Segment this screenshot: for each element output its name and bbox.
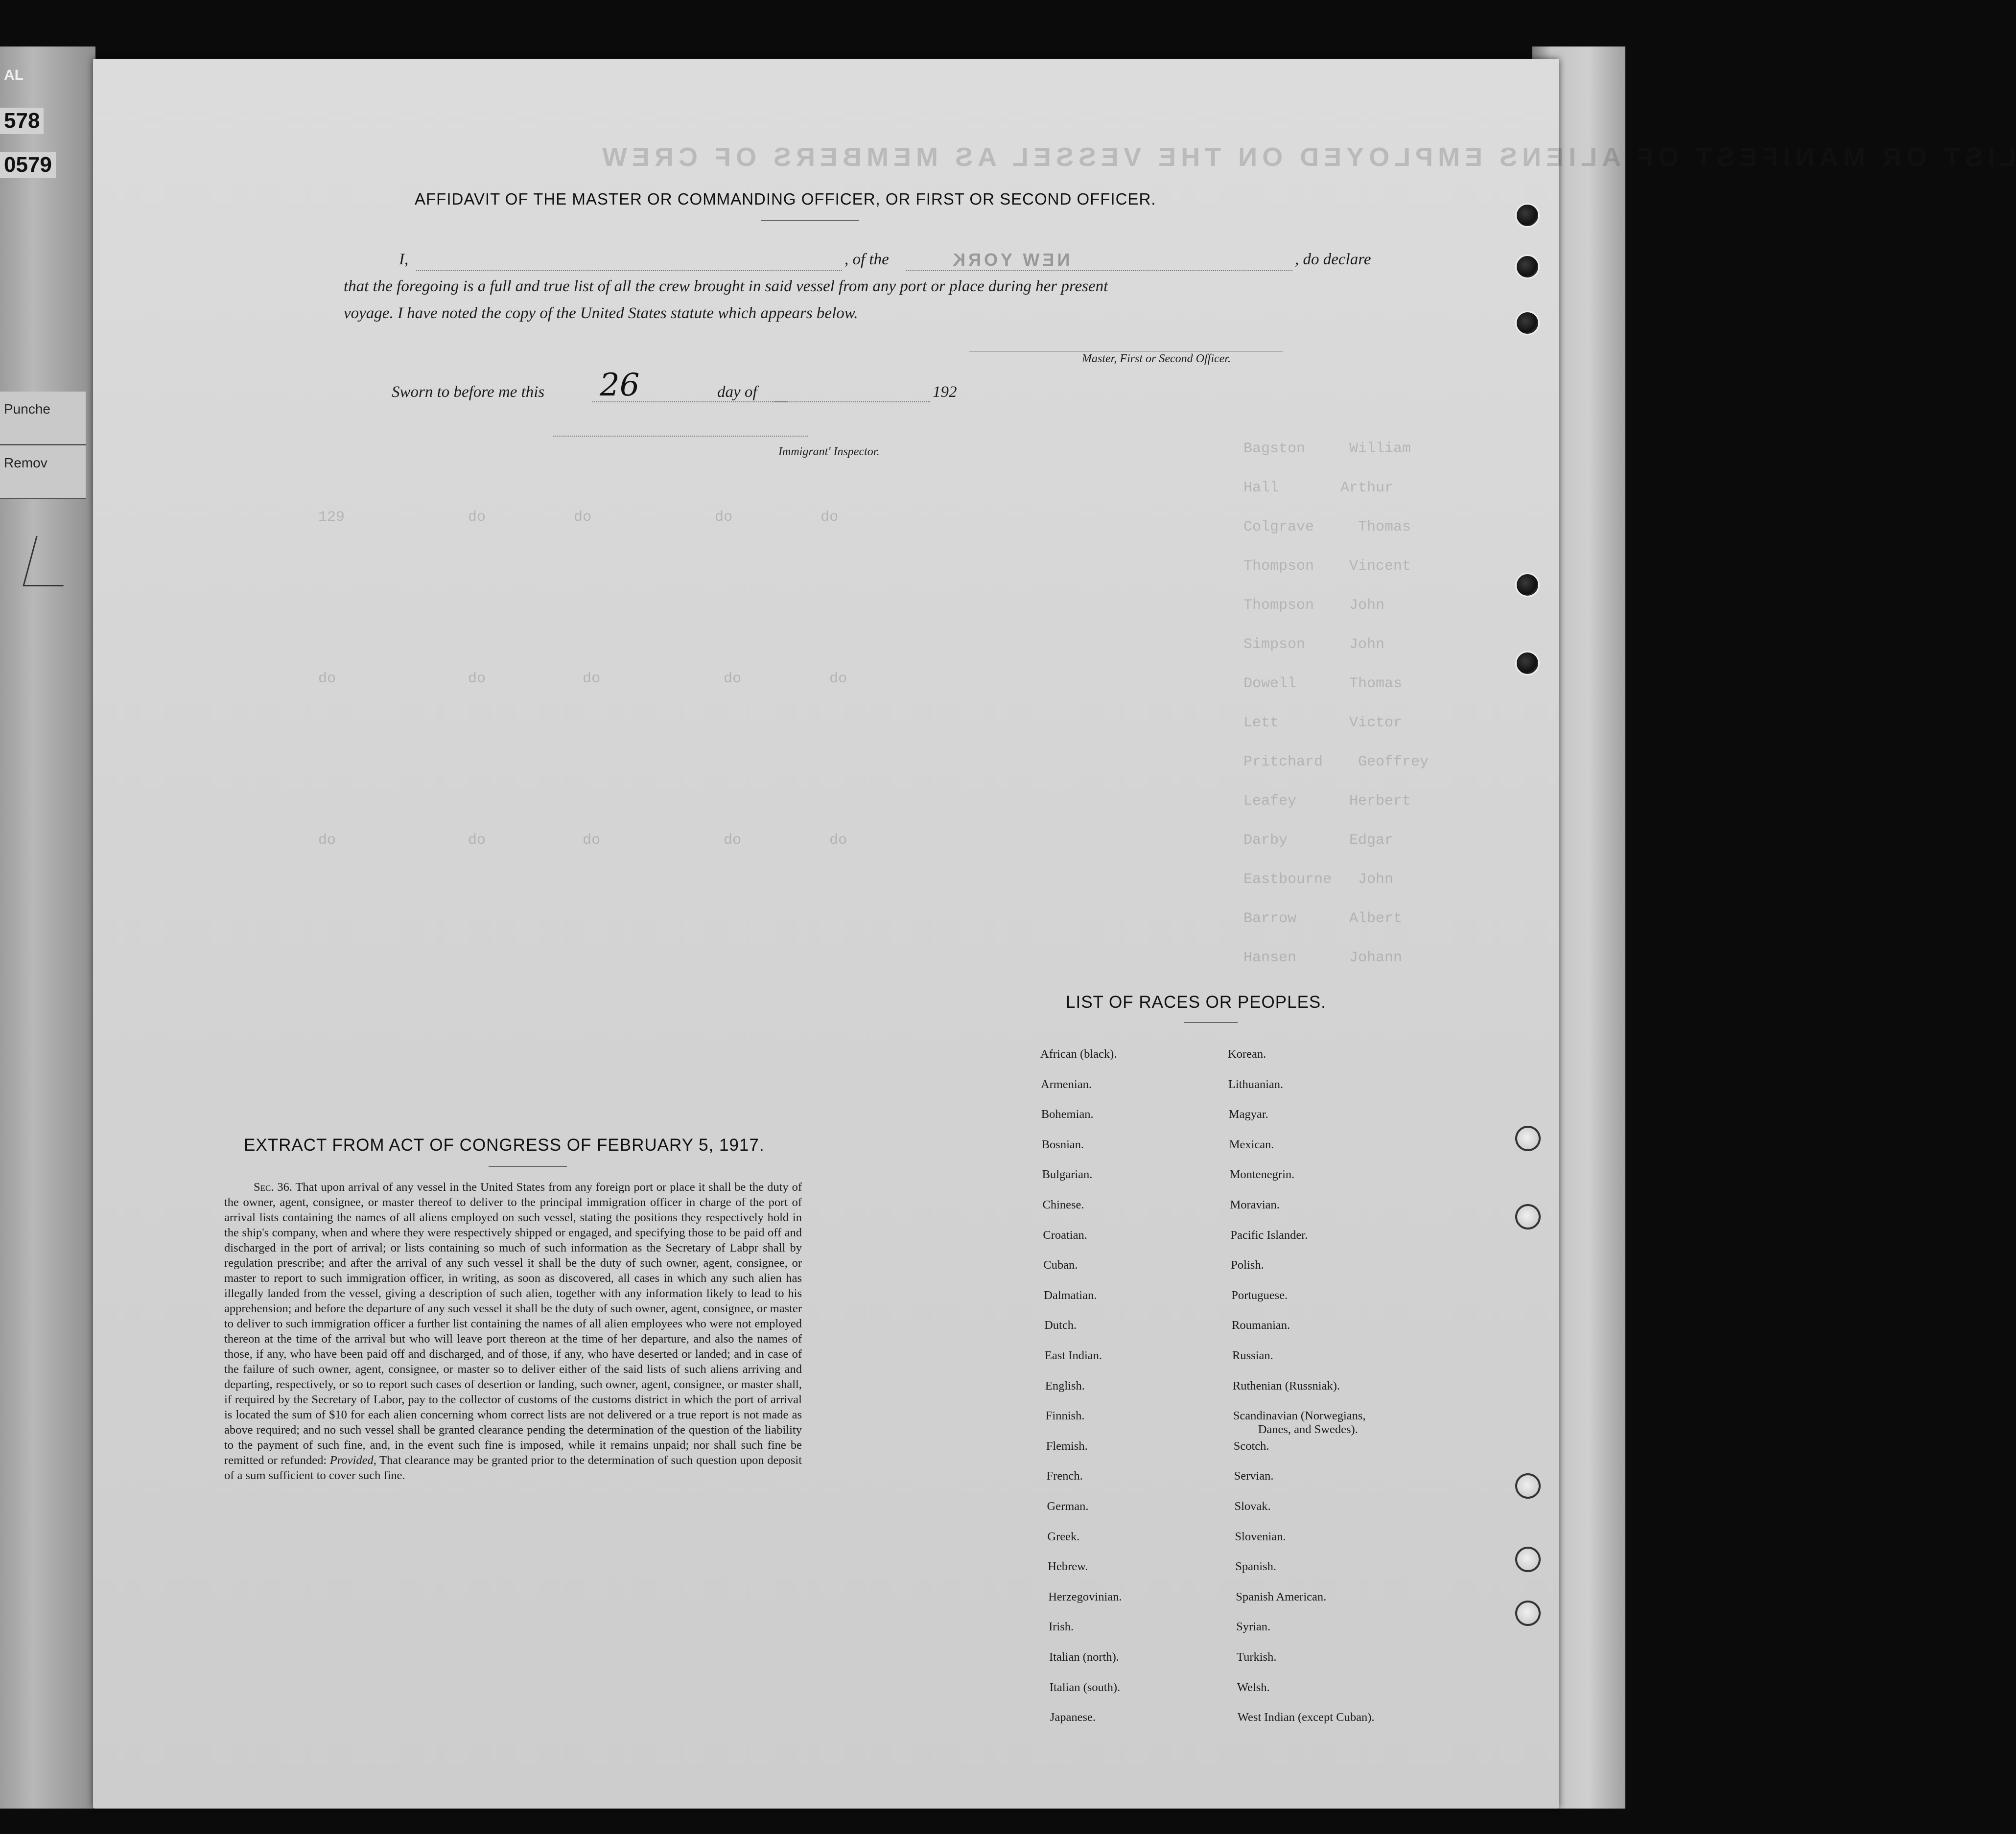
affidavit-title: AFFIDAVIT OF THE MASTER OR COMMANDING OFFICER, OR FIRST OR SECOND OFFICER. <box>415 190 1156 208</box>
affidavit-line2: that the foregoing is a full and true list of all the crew brought in said vessel from any port or place during her present <box>344 278 1108 295</box>
section-label: Sec. 36. <box>254 1181 292 1194</box>
punch-hole <box>1515 1601 1541 1626</box>
race-item: Ruthenian (Russniak). <box>1232 1379 1340 1393</box>
signature-line[interactable] <box>969 351 1283 352</box>
bleed-through-heading: LIST OR MANIFEST OF ALIENS EMPLOYED ON THE VESSEL AS MEMBERS OF CREW <box>597 142 2016 172</box>
race-item: Lithuanian. <box>1228 1077 1284 1091</box>
sworn-month-field[interactable] <box>774 401 930 402</box>
strip-number-bottom: 0579 <box>0 152 56 178</box>
punch-hole <box>1515 203 1540 228</box>
provided-word: Provided, <box>329 1454 376 1467</box>
race-item: Italian (south). <box>1049 1680 1121 1694</box>
race-item: Spanish American. <box>1236 1590 1327 1603</box>
race-item: Cuban. <box>1043 1258 1078 1272</box>
race-item: Slovak. <box>1234 1500 1271 1513</box>
race-item: Finnish. <box>1045 1409 1085 1423</box>
sworn-text-start: Sworn to before me this <box>392 383 545 401</box>
race-item: Armenian. <box>1040 1077 1092 1091</box>
punch-hole <box>1515 651 1540 675</box>
race-item: Irish. <box>1049 1620 1074 1634</box>
race-item: Croatian. <box>1043 1228 1087 1242</box>
vessel-name-field[interactable] <box>906 270 1292 271</box>
strip-label-removed: Remov <box>0 445 86 499</box>
punch-hole <box>1515 311 1540 335</box>
extract-divider <box>489 1166 567 1167</box>
strip-handwritten-mark <box>23 536 77 586</box>
race-item: East Indian. <box>1045 1349 1102 1362</box>
race-item: West Indian (except Cuban). <box>1237 1711 1375 1724</box>
race-item: Bosnian. <box>1041 1138 1084 1151</box>
strip-label-punched: Punche <box>0 392 86 445</box>
race-item: Scandinavian (Norwegians, <box>1233 1409 1366 1423</box>
sworn-day-handwritten: 26 <box>600 367 640 403</box>
previous-pages-strip <box>0 46 95 1809</box>
punch-hole <box>1515 1204 1541 1230</box>
race-item: Welsh. <box>1237 1680 1270 1694</box>
extract-text-main: That upon arrival of any vessel in the United States from any foreign port or place it shall be the duty of the owner, agent, consignee, or master thereof to deliver to the principal immigration officer in charge of the port of arrival lists containing the names of all aliens employed on such vessel, stating the positions they respectively hold in the ship's company, when and where they were respectively shipped or engaged, and specifying those to be paid off and discharged in the port of arrival; or lists containing so much of such information as the Secretary of Labpr shall by regulation prescribe; and after the arrival of any such vessel it shall be the duty of such owner, agent, consignee, or master to report to such immigration officer, in writing, as soon as discovered, all cases in which any such alien has illegally landed from the vessel, giving a description of such alien, together with any information likely to lead to his apprehension; and before the departure of any such vessel it shall be the duty of such owner, agent, consignee, or master to deliver to such immigration officer a further list containing the names of all alien employees who were not employed thereon at the time of the arrival but who will leave port thereon at the time of her departure, and also the names of those, if any, who have been paid off and discharged, and of those, if any, who have deserted or landed; and in case of the failure of such owner, agent, consignee, or master so to deliver either of the said lists of such aliens arriving and departing, respectively, or so to report such cases of desertion or landing, such owner, agent, consignee, or master shall, if required by the Secretary of Labor, pay to the collector of customs of the customs district in which the port of arrival is located the sum of $10 for each alien concerning whom correct lists are not delivered or a true report is not made as above required; and no such vessel shall be granted clearance pending the determination of the question of the liability to the payment of such fine, and, in the event such fine is imposed, while it remains unpaid; nor shall such fine be remitted or refunded: <box>224 1181 802 1467</box>
inspector-signature-field[interactable] <box>553 436 808 437</box>
race-item: Flemish. <box>1046 1439 1088 1453</box>
race-item: Magyar. <box>1228 1108 1268 1121</box>
race-item: Turkish. <box>1237 1650 1277 1664</box>
extract-text-end: That clearance may be granted prior to the determination of such question upon deposit of a sum sufficient to cover such fine. <box>224 1454 802 1482</box>
sworn-text-mid: day of <box>717 383 757 401</box>
affidavit-line3: voyage. I have noted the copy of the United States statute which appears below. <box>344 304 858 322</box>
manifest-page: LIST OR MANIFEST OF ALIENS EMPLOYED ON THE VESSEL AS MEMBERS OF CREW Bagston William Hall Arthur Colgrave Thomas Thompson Vincent Thompson John Simpson John Dowell Thomas Lett Victor Pritchard Geoffrey Leafey Herbert Darby Edgar Eastbourne John Barrow Albert Hansen Johann 129 do do do do do do do do do do do do do do AFFIDAVIT OF THE MASTER OR COMMANDING OFFICER, OR FIRST OR SECOND OFFICER. I, , of the NEW YORK , do declare that the foregoing is a full and true list of all the crew brought in said vessel from any port or place during her present voyage. I have noted the copy of the United States statute which appears below. Master, First or Second Officer. Sworn to before me this 26 day of 192 Immigrant' Inspector. EXTRACT FROM ACT OF CONGRESS OF FEBRUARY 5, 1917. Sec. 36. That upon arrival of any vessel in the United States from any foreign port or place it shall be the duty of the owner, agent, consignee, or master thereof to deliver to the principal immigration officer in charge of the port of arrival lists containing the names of all aliens employed on such vessel, stating the positions they respectively hold in the ship's company, when and where they were respectively shipped or engaged, and specifying those to be paid off and discharged in the port of arrival; or lists containing so much of such information as the Secretary of Labpr shall by regulation prescribe; and after the arrival of any such vessel it shall be the duty of such owner, agent, consignee, or master to report to such immigration officer, in writing, as soon as discovered, all cases in which any such alien has illegally landed from the vessel, giving a description of such alien, together with any information likely to lead to his apprehension; and before the departure of any such vessel it shall be the duty of such owner, agent, consignee, or master to deliver to such immigration officer a further list containing the names of all alien employees who were not employed thereon at the time of the arrival but who will leave port thereon at the time of her departure, and also the names of those, if any, who have been paid off and discharged, and of those, if any, who have deserted or landed; and in case of the failure of such owner, agent, consignee, or master so to deliver either of the said lists of such aliens arriving and departing, respectively, or so to report such cases of desertion or landing, such owner, agent, consignee, or master shall, if required by the Secretary of Labor, pay to the collector of customs of the customs district in which the port of arrival is located the sum of $10 for each alien concerning whom correct lists are not delivered or a true report is not made as above required; and no such vessel shall be granted clearance pending the determination of the question of the liability to the payment of such fine, and, in the event such fine is imposed, while it remains unpaid; nor shall such fine be remitted or refunded: Provided, That clearance may be granted prior to the determination of such question upon deposit of a sum sufficient to cover such fine. LIST OF RACES OR PEOPLES. African (black). Armenian. Bohemian. Bosnian. Bulgarian. Chinese. Croatian. Cuban. Dalmatian. Dutch. East Indian. English. Finnish. Flemish. French. German. Greek. Hebrew. Herzegovinian. Irish. Italian (north). Italian (south). Japanese. Korean. Lithuanian. Magyar. Mexican. Montenegrin. Moravian. Pacific Islander. Polish. Portuguese. Roumanian. Russian. Ruthenian (Russniak). Scandinavian (Norwegians, Danes, and Swedes). Scotch. Servian. Slovak. Slovenian. Spanish. Spanish American. Syrian. Turkish. Welsh. West Indian (except Cuban). <box>93 59 1559 1809</box>
race-item: Moravian. <box>1230 1198 1280 1211</box>
race-item: Syrian. <box>1236 1620 1271 1634</box>
inspector-caption: Immigrant' Inspector. <box>778 445 880 458</box>
strip-code: AL <box>4 67 23 83</box>
race-item: Portuguese. <box>1231 1288 1288 1302</box>
title-divider <box>761 220 859 221</box>
race-item: Polish. <box>1231 1258 1264 1272</box>
race-item: English. <box>1045 1379 1085 1393</box>
race-item: Montenegrin. <box>1229 1168 1295 1182</box>
race-item: Greek. <box>1047 1530 1080 1543</box>
race-item: Chinese. <box>1042 1198 1084 1211</box>
signature-caption: Master, First or Second Officer. <box>1082 352 1231 365</box>
punch-hole <box>1515 1547 1541 1572</box>
race-item: Spanish. <box>1235 1560 1277 1574</box>
race-item: Scotch. <box>1233 1439 1269 1453</box>
race-item: Pacific Islander. <box>1230 1228 1308 1242</box>
sworn-year: 192 <box>933 383 957 401</box>
race-item: Dalmatian. <box>1044 1288 1097 1302</box>
race-item: Bohemian. <box>1041 1108 1094 1121</box>
race-item: Italian (north). <box>1049 1650 1119 1664</box>
race-item: African (black). <box>1040 1047 1117 1061</box>
vessel-name-stamp: NEW YORK <box>950 250 1070 270</box>
race-item: Herzegovinian. <box>1048 1590 1122 1603</box>
affidavit-line1-end: , do declare <box>1295 251 1371 268</box>
race-item: Dutch. <box>1044 1319 1077 1332</box>
extract-title: EXTRACT FROM ACT OF CONGRESS OF FEBRUARY 5, 1917. <box>244 1136 765 1155</box>
race-item: Hebrew. <box>1048 1560 1088 1574</box>
races-title: LIST OF RACES OR PEOPLES. <box>1066 993 1327 1012</box>
race-item: Bulgarian. <box>1042 1168 1093 1182</box>
race-item: Roumanian. <box>1232 1319 1290 1332</box>
race-item: Japanese. <box>1050 1711 1096 1724</box>
race-item: Korean. <box>1228 1047 1266 1061</box>
race-item: Servian. <box>1234 1469 1274 1483</box>
race-item: French. <box>1046 1469 1083 1483</box>
affidavit-line1-start: I, <box>399 251 409 268</box>
affidavit-line1-mid: , of the <box>844 251 889 268</box>
punch-hole <box>1515 1126 1541 1151</box>
punch-hole <box>1515 255 1540 279</box>
race-item: Slovenian. <box>1235 1530 1286 1543</box>
race-item: Russian. <box>1232 1349 1273 1362</box>
race-item: German. <box>1047 1500 1089 1513</box>
races-divider <box>1184 1022 1238 1023</box>
officer-name-field[interactable] <box>416 270 842 271</box>
race-item: Danes, and Swedes). <box>1258 1423 1358 1437</box>
punch-hole <box>1515 1473 1541 1499</box>
punch-hole <box>1515 573 1540 597</box>
race-item: Mexican. <box>1229 1138 1274 1151</box>
extract-body <box>224 1180 802 1483</box>
strip-number-top: 578 <box>0 108 44 134</box>
